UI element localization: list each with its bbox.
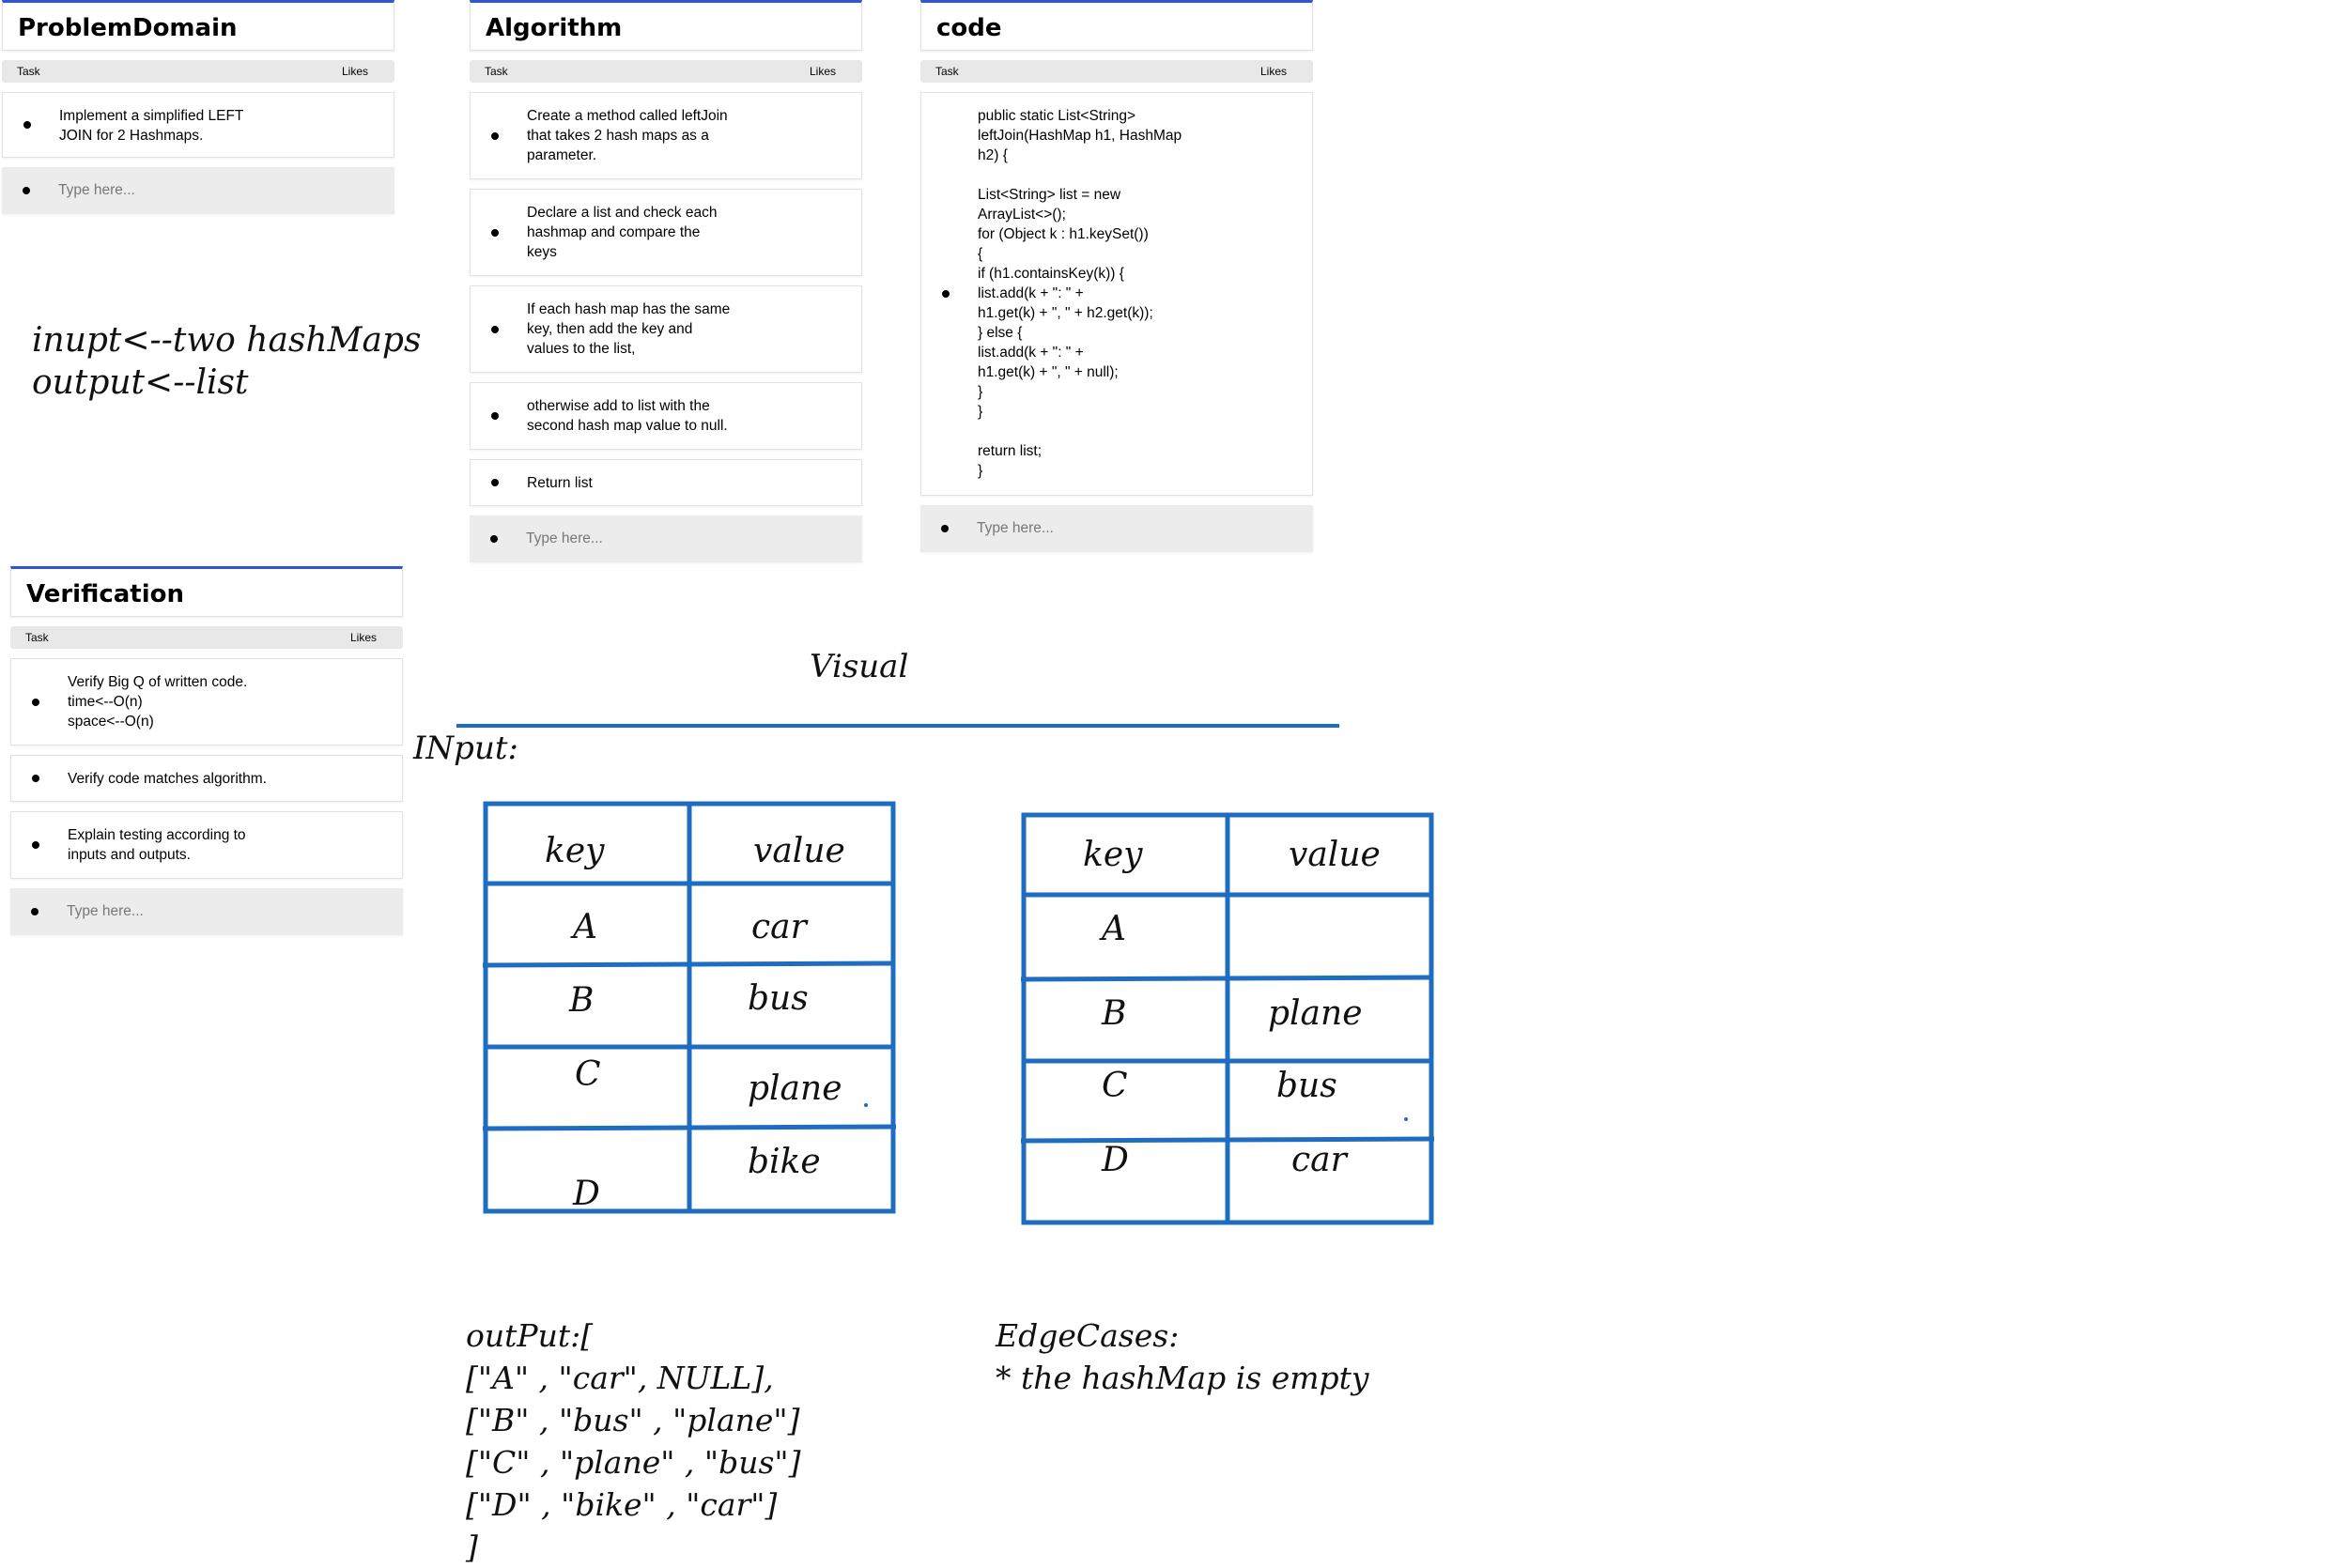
bullet-icon [32,775,39,782]
problem-domain-card [2,0,394,214]
bullet-icon [941,525,949,532]
bullet-icon [491,229,499,237]
task-item[interactable] [470,285,862,373]
code-item[interactable] [920,92,1313,496]
t1-value-d: bike [748,1143,821,1181]
bullet-icon [491,412,499,420]
code-title: code [920,0,1313,51]
input-placeholder: Type here... [58,182,135,198]
task-item[interactable] [10,755,403,802]
input-table-left [483,801,896,1214]
verification-title: Verification [10,566,403,617]
verification-column-header [10,626,403,649]
code-card [920,0,1313,552]
t2-value-c: bus [1276,1067,1337,1105]
bullet-icon [491,326,499,333]
task-text: If each hash map has the same key, then add the key and values to the list, [527,301,731,357]
new-task-input[interactable] [470,515,862,562]
task-item[interactable] [10,658,403,746]
verification-card [10,566,403,935]
task-item[interactable] [10,811,403,879]
input-table-right [1021,812,1434,1225]
t1-key-d: D [573,1175,600,1213]
t1-header-value: value [753,832,845,870]
col-likes-label: Likes [349,631,377,644]
bullet-icon [32,699,39,706]
t1-key-b: B [569,981,595,1020]
task-item[interactable] [2,92,394,158]
col-task-label: Task [935,65,959,78]
col-likes-label: Likes [809,65,836,78]
edge-cases-text: EdgeCases: * the hashMap is empty [996,1317,1369,1396]
t2-key-c: C [1102,1067,1128,1105]
t1-value-c: plane [748,1069,842,1108]
task-text: Verify Big Q of written code. time<--O(n) space<--O(n) [68,674,248,730]
task-text: Create a method called leftJoin that takes 2 hash maps as a parameter. [527,108,728,163]
t2-header-value: value [1289,836,1381,874]
output-text: outPut:[ ["A" , "car", NULL], ["B" , "bus" , "plane"] ["C" , "plane" , "bus"] ["D" , "bike" , "car"] ] [466,1317,801,1565]
task-text: Declare a list and check each hashmap and compare the keys [527,205,718,260]
t2-key-d: D [1102,1141,1129,1179]
input-placeholder: Type here... [67,903,144,919]
task-text: otherwise add to list with the second hash map value to null. [527,398,728,434]
new-task-input[interactable] [2,167,394,214]
t2-header-key: key [1083,836,1143,874]
task-text: Implement a simplified LEFT JOIN for 2 Hashmaps. [59,108,244,144]
problem-domain-title: ProblemDomain [2,0,394,51]
t2-value-b: plane [1268,994,1363,1033]
col-likes-label: Likes [341,65,368,78]
task-item[interactable] [470,189,862,276]
t1-key-c: C [575,1055,601,1094]
bullet-icon [23,121,31,129]
input-label: INput: [413,730,518,767]
visual-title: Visual [810,648,909,685]
code-column-header [920,60,1313,83]
new-task-input[interactable] [920,505,1313,552]
bullet-icon [491,132,499,140]
col-likes-label: Likes [1259,65,1287,78]
col-task-label: Task [17,65,40,78]
bullet-icon [31,908,39,915]
io-note: inupt<--two hashMaps output<--list [32,321,422,402]
task-text: Verify code matches algorithm. [68,771,267,787]
code-text: public static List<String> leftJoin(HashMap h1, HashMap h2) { List<String> list = new ArrayList<>(); for (Object k : h1.keySet()) { if (h1.containsKey(k)) { list.add(k + ": " + h1.get(k) + ", " + h2.get(k)); } else { list.add(k + ": " + h1.get(k) + ", " + null); } } return list; } [978,108,1182,479]
input-placeholder: Type here... [977,520,1054,536]
bullet-icon [490,535,498,543]
task-item[interactable] [470,459,862,506]
task-item[interactable] [470,92,862,179]
t2-value-d: car [1291,1141,1347,1179]
t1-value-a: car [751,908,807,946]
algorithm-card [470,0,862,562]
task-text: Return list [527,475,593,491]
col-task-label: Task [25,631,49,644]
task-text: Explain testing according to inputs and outputs. [68,827,246,863]
problem-domain-column-header [2,60,394,83]
new-task-input[interactable] [10,888,403,935]
bullet-icon [491,479,499,486]
bullet-icon [942,290,950,298]
bullet-icon [23,187,30,194]
visual-underline [456,724,1339,728]
t2-key-a: A [1102,910,1126,948]
t1-value-b: bus [748,979,809,1018]
task-item[interactable] [470,382,862,450]
t1-header-key: key [545,832,605,870]
bullet-icon [32,841,39,849]
t2-key-b: B [1102,994,1127,1033]
input-placeholder: Type here... [526,530,603,546]
algorithm-title: Algorithm [470,0,862,51]
algorithm-column-header [470,60,862,83]
col-task-label: Task [485,65,508,78]
t1-key-a: A [573,908,597,946]
